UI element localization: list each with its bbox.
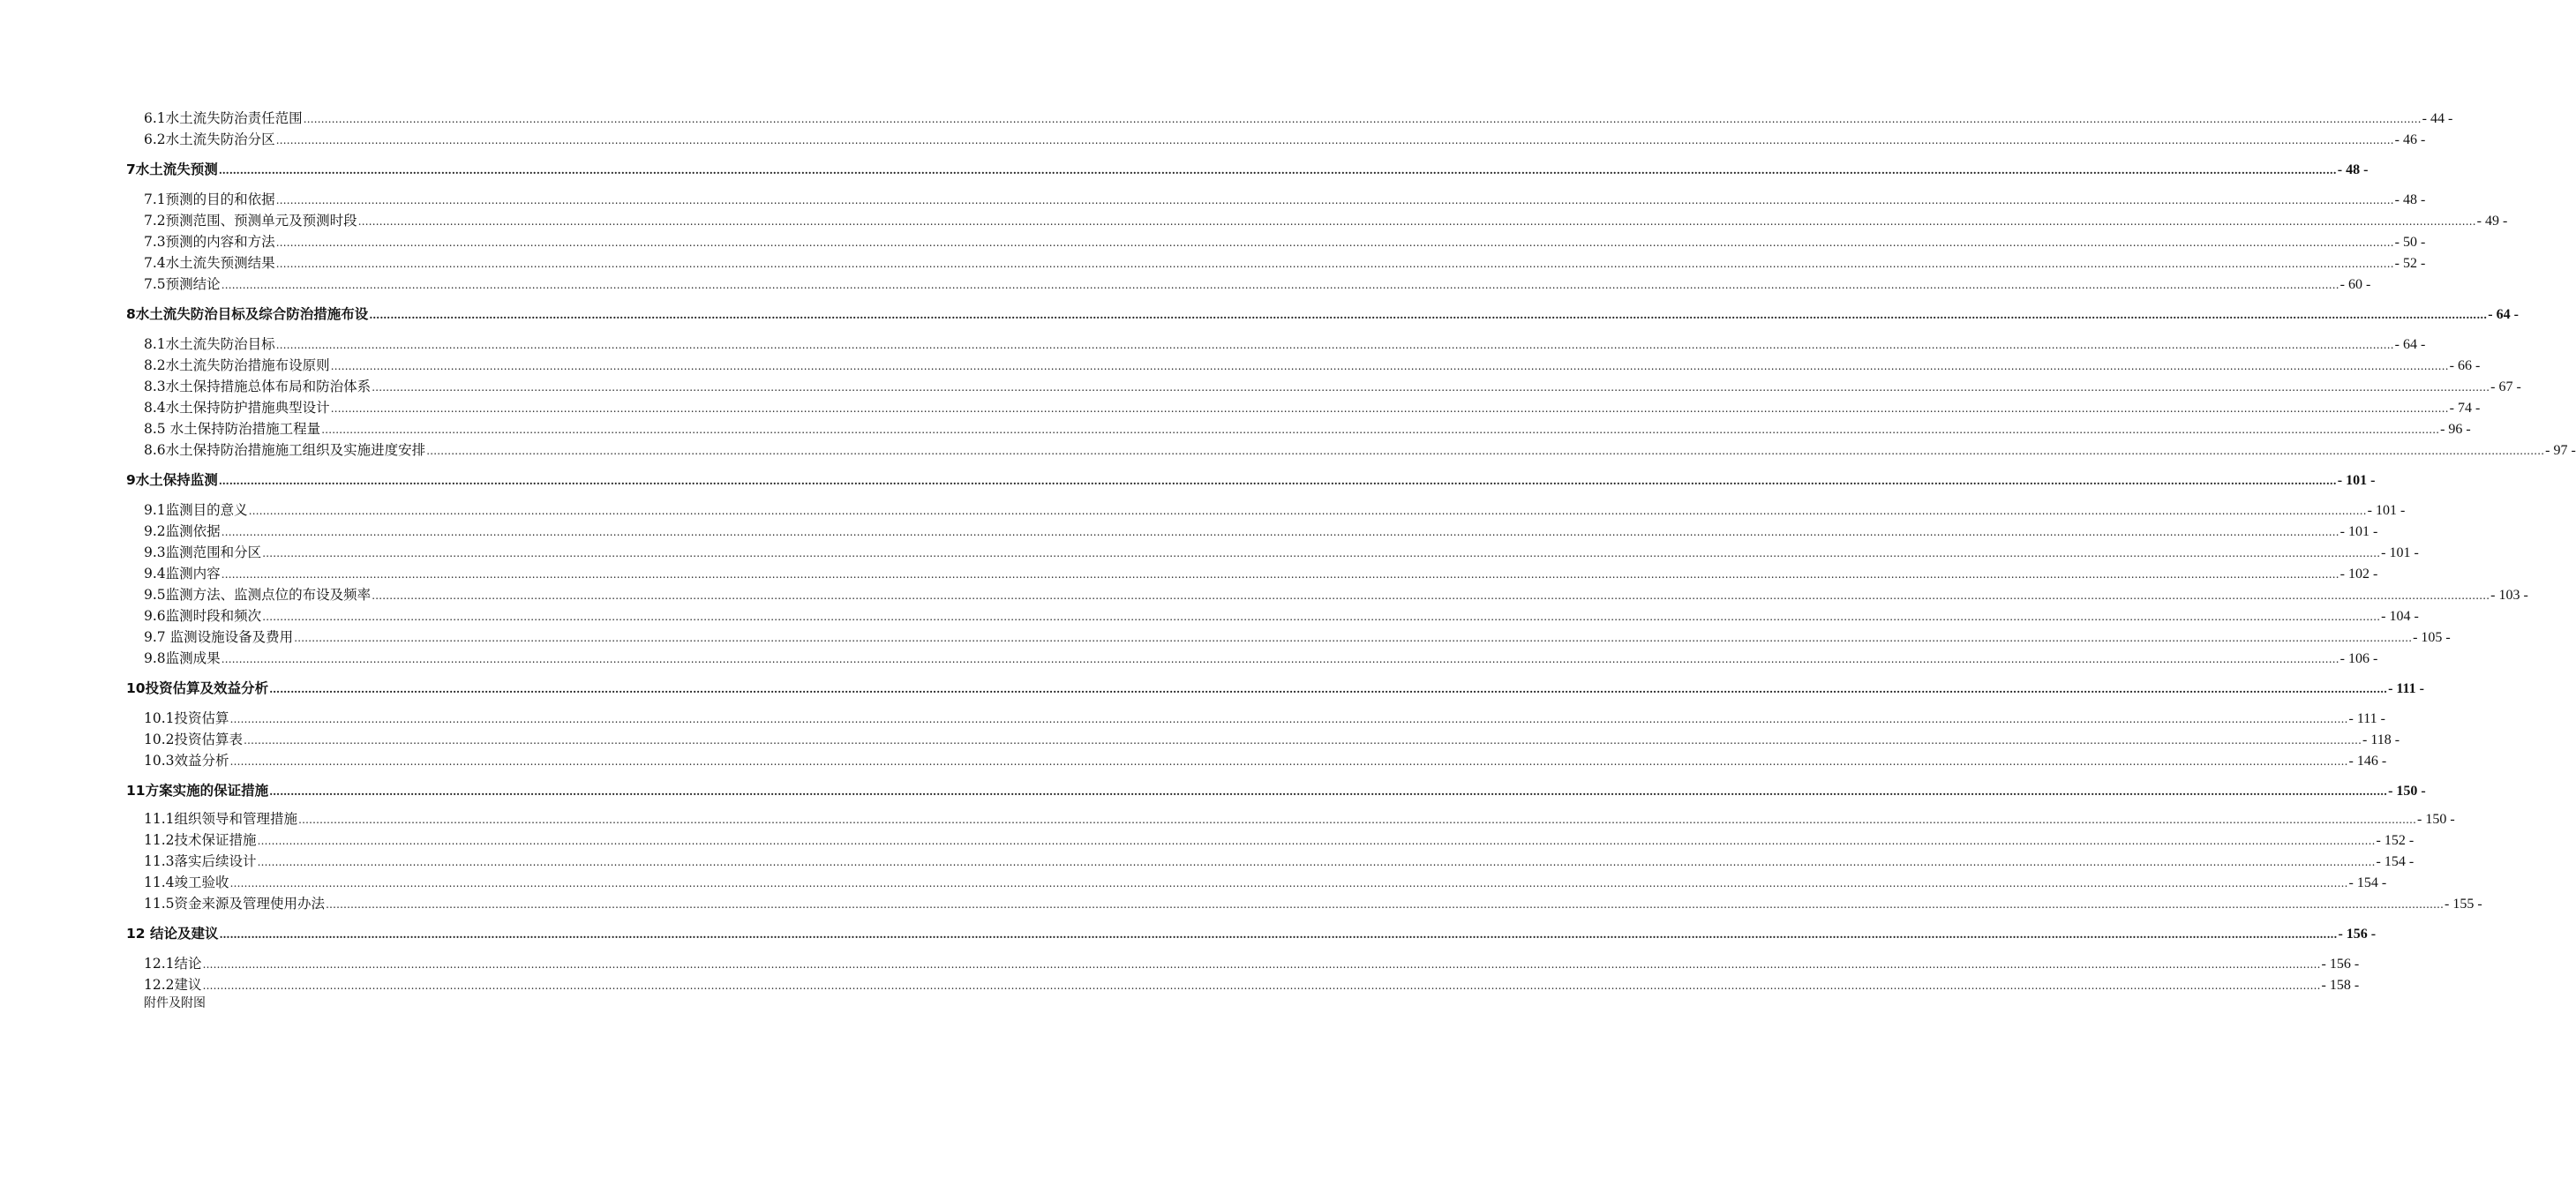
- toc-leader-dots: ……………………………………………………………………………………………………………………………………………………………………………………………………………………………………………………………………………………………………………………………………………………………………………………………………………………………………………………………………………………………………………………………………………………: [330, 402, 2449, 415]
- toc-leader-dots: ……………………………………………………………………………………………………………………………………………………………………………………………………………………………………………………………………………………………………………………………………………………………………………………………………………………………………………………………………………………………………………………………………………………: [221, 653, 2339, 665]
- toc-leader-dots: ……………………………………………………………………………………………………………………………………………………………………………………………………………………………………………………………………………………………………………………………………………………………………………………………………………………………………………………………………………………………………………………………………………………: [219, 928, 2338, 941]
- toc-entry-title: 12 结论及建议: [126, 926, 219, 942]
- toc-entry-title: 6.1水土流失防治责任范围: [144, 110, 303, 126]
- toc-entry-page-number: - 101 -: [2381, 545, 2419, 560]
- toc-section-entry[interactable]: [144, 893, 2482, 914]
- toc-section-entry[interactable]: [144, 872, 2387, 893]
- toc-leader-dots: ……………………………………………………………………………………………………………………………………………………………………………………………………………………………………………………………………………………………………………………………………………………………………………………………………………………………………………………………………………………………………………………………………………………: [303, 113, 2422, 125]
- toc-leader-dots: ……………………………………………………………………………………………………………………………………………………………………………………………………………………………………………………………………………………………………………………………………………………………………………………………………………………………………………………………………………………………………………………………………………………: [357, 215, 2476, 228]
- toc-entry-page-number: - 52 -: [2394, 256, 2426, 271]
- toc-leader-dots: ……………………………………………………………………………………………………………………………………………………………………………………………………………………………………………………………………………………………………………………………………………………………………………………………………………………………………………………………………………………………………………………………………………………: [275, 134, 2394, 146]
- toc-section-entry[interactable]: [144, 334, 2426, 355]
- toc-leader-dots: ……………………………………………………………………………………………………………………………………………………………………………………………………………………………………………………………………………………………………………………………………………………………………………………………………………………………………………………………………………………………………………………………………………………: [229, 755, 2348, 768]
- toc-entry-title: 9.6监测时段和频次: [144, 608, 262, 624]
- toc-section-entry[interactable]: [144, 974, 2360, 995]
- toc-leader-dots: ……………………………………………………………………………………………………………………………………………………………………………………………………………………………………………………………………………………………………………………………………………………………………………………………………………………………………………………………………………………………………………………………………………………: [221, 526, 2339, 538]
- toc-leader-dots: ……………………………………………………………………………………………………………………………………………………………………………………………………………………………………………………………………………………………………………………………………………………………………………………………………………………………………………………………………………………………………………………………………………………: [269, 683, 2388, 695]
- toc-entry-title: 9.3监测范围和分区: [144, 544, 262, 560]
- toc-leader-dots: ……………………………………………………………………………………………………………………………………………………………………………………………………………………………………………………………………………………………………………………………………………………………………………………………………………………………………………………………………………………………………………………………………………………: [257, 856, 2376, 868]
- toc-entry-page-number: - 150 -: [2388, 784, 2426, 799]
- toc-entry-page-number: - 111 -: [2348, 711, 2385, 726]
- toc-section-entry[interactable]: [144, 808, 2455, 829]
- toc-leader-dots: ……………………………………………………………………………………………………………………………………………………………………………………………………………………………………………………………………………………………………………………………………………………………………………………………………………………………………………………………………………………………………………………………………………………: [321, 424, 2440, 436]
- toc-entry-page-number: - 101 -: [2337, 473, 2376, 488]
- toc-section-entry[interactable]: [144, 439, 2576, 461]
- toc-section-entry[interactable]: [144, 851, 2415, 872]
- toc-chapter-entry[interactable]: [126, 304, 2519, 325]
- toc-section-entry[interactable]: [144, 252, 2426, 274]
- toc-entry-page-number: - 105 -: [2413, 630, 2451, 645]
- toc-chapter-entry[interactable]: [126, 159, 2369, 180]
- toc-leader-dots: ……………………………………………………………………………………………………………………………………………………………………………………………………………………………………………………………………………………………………………………………………………………………………………………………………………………………………………………………………………………………………………………………………………………: [275, 194, 2394, 206]
- toc-leader-dots: ……………………………………………………………………………………………………………………………………………………………………………………………………………………………………………………………………………………………………………………………………………………………………………………………………………………………………………………………………………………………………………………………………………………: [372, 381, 2490, 394]
- toc-section-entry[interactable]: [144, 418, 2471, 439]
- toc-entry-page-number: - 64 -: [2488, 307, 2519, 322]
- toc-leader-dots: ……………………………………………………………………………………………………………………………………………………………………………………………………………………………………………………………………………………………………………………………………………………………………………………………………………………………………………………………………………………………………………………………………………………: [257, 835, 2376, 847]
- toc-section-entry[interactable]: [144, 750, 2387, 771]
- toc-entry-title: 11.5资金来源及管理使用办法: [144, 896, 326, 912]
- toc-section-entry[interactable]: [144, 563, 2378, 584]
- toc-entry-page-number: - 106 -: [2339, 651, 2378, 666]
- toc-entry-title: 9水土保持监测: [126, 472, 218, 488]
- toc-entry-page-number: - 103 -: [2490, 588, 2528, 603]
- toc-entry-page-number: - 156 -: [2338, 927, 2377, 942]
- toc-section-entry[interactable]: [144, 729, 2400, 750]
- toc-entry-title: 9.2监测依据: [144, 523, 221, 539]
- toc-leader-dots: ……………………………………………………………………………………………………………………………………………………………………………………………………………………………………………………………………………………………………………………………………………………………………………………………………………………………………………………………………………………………………………………………………………………: [269, 785, 2388, 798]
- toc-entry-page-number: - 111 -: [2388, 681, 2424, 696]
- toc-leader-dots: ……………………………………………………………………………………………………………………………………………………………………………………………………………………………………………………………………………………………………………………………………………………………………………………………………………………………………………………………………………………………………………………………………………………: [275, 236, 2394, 249]
- toc-entry-title: 8.1水土流失防治目标: [144, 336, 275, 352]
- toc-entry-page-number: - 150 -: [2417, 812, 2455, 827]
- toc-entry-page-number: - 44 -: [2422, 111, 2453, 126]
- toc-entry-page-number: - 67 -: [2490, 379, 2521, 394]
- toc-leader-dots: ……………………………………………………………………………………………………………………………………………………………………………………………………………………………………………………………………………………………………………………………………………………………………………………………………………………………………………………………………………………………………………………………………………………: [275, 258, 2394, 270]
- toc-leader-dots: ……………………………………………………………………………………………………………………………………………………………………………………………………………………………………………………………………………………………………………………………………………………………………………………………………………………………………………………………………………………………………………………………………………………: [372, 589, 2490, 602]
- toc-entry-page-number: - 50 -: [2394, 235, 2426, 250]
- toc-entry-title: 8.3水土保持措施总体布局和防治体系: [144, 379, 372, 394]
- toc-entry-page-number: - 48 -: [2337, 162, 2369, 177]
- toc-chapter-entry[interactable]: [126, 923, 2377, 944]
- toc-entry-title: 8水土流失防治目标及综合防治措施布设: [126, 306, 369, 322]
- toc-leader-dots: ……………………………………………………………………………………………………………………………………………………………………………………………………………………………………………………………………………………………………………………………………………………………………………………………………………………………………………………………………………………………………………………………………………………: [202, 958, 2321, 971]
- toc-entry-title: 7.1预测的目的和依据: [144, 191, 275, 207]
- toc-leader-dots: ……………………………………………………………………………………………………………………………………………………………………………………………………………………………………………………………………………………………………………………………………………………………………………………………………………………………………………………………………………………………………………………………………………………: [221, 568, 2339, 581]
- toc-leader-dots: ……………………………………………………………………………………………………………………………………………………………………………………………………………………………………………………………………………………………………………………………………………………………………………………………………………………………………………………………………………………………………………………………………………………: [262, 611, 2381, 623]
- toc-leader-dots: ……………………………………………………………………………………………………………………………………………………………………………………………………………………………………………………………………………………………………………………………………………………………………………………………………………………………………………………………………………………………………………………………………………………: [330, 360, 2449, 372]
- toc-section-entry[interactable]: [144, 499, 2406, 521]
- toc-entry-page-number: - 60 -: [2339, 277, 2371, 292]
- toc-entry-title: 12.2建议: [144, 977, 202, 993]
- toc-entry-page-number: - 146 -: [2348, 754, 2387, 769]
- toc-section-entry[interactable]: [144, 708, 2385, 729]
- toc-leader-dots: ……………………………………………………………………………………………………………………………………………………………………………………………………………………………………………………………………………………………………………………………………………………………………………………………………………………………………………………………………………………………………………………………………………………: [229, 713, 2348, 725]
- toc-entry-page-number: - 64 -: [2394, 337, 2426, 352]
- toc-section-entry[interactable]: [144, 189, 2426, 210]
- toc-chapter-entry[interactable]: [126, 469, 2376, 491]
- toc-section-entry[interactable]: [144, 397, 2481, 418]
- toc-entry-page-number: - 49 -: [2476, 214, 2508, 229]
- toc-entry-title: 9.7 监测设施设备及费用: [144, 629, 294, 645]
- toc-entry-title: 7.3预测的内容和方法: [144, 234, 275, 250]
- toc-section-entry[interactable]: [144, 521, 2378, 542]
- toc-section-entry[interactable]: [144, 274, 2371, 295]
- toc-section-entry[interactable]: [144, 627, 2451, 648]
- toc-entry-page-number: - 155 -: [2445, 897, 2482, 912]
- toc-entry-page-number: - 101 -: [2367, 503, 2406, 518]
- toc-entry-page-number: - 154 -: [2376, 854, 2415, 869]
- toc-entry-page-number: - 102 -: [2339, 567, 2378, 582]
- toc-entry-page-number: - 118 -: [2362, 732, 2400, 747]
- toc-section-entry[interactable]: [144, 210, 2508, 231]
- toc-section-entry[interactable]: [144, 605, 2419, 627]
- toc-leader-dots: ……………………………………………………………………………………………………………………………………………………………………………………………………………………………………………………………………………………………………………………………………………………………………………………………………………………………………………………………………………………………………………………………………………………: [369, 309, 2488, 321]
- toc-entry-title: 9.5监测方法、监测点位的布设及频率: [144, 587, 372, 603]
- toc-entry-title: 10.3效益分析: [144, 753, 229, 769]
- toc-leader-dots: ……………………………………………………………………………………………………………………………………………………………………………………………………………………………………………………………………………………………………………………………………………………………………………………………………………………………………………………………………………………………………………………………………………………: [218, 164, 2337, 176]
- toc-entry-title: 12.1结论: [144, 956, 202, 972]
- toc-entry-title: 7.4水土流失预测结果: [144, 255, 275, 271]
- toc-leader-dots: ……………………………………………………………………………………………………………………………………………………………………………………………………………………………………………………………………………………………………………………………………………………………………………………………………………………………………………………………………………………………………………………………………………………: [275, 339, 2394, 351]
- toc-leader-dots: ……………………………………………………………………………………………………………………………………………………………………………………………………………………………………………………………………………………………………………………………………………………………………………………………………………………………………………………………………………………………………………………………………………………: [221, 279, 2339, 291]
- toc-entry-page-number: - 48 -: [2394, 192, 2426, 207]
- toc-entry-title: 10投资估算及效益分析: [126, 680, 269, 696]
- toc-entry-title: 10.2投资估算表: [144, 732, 244, 747]
- toc-section-entry[interactable]: [144, 376, 2521, 397]
- toc-entry-title: 11.4竣工验收: [144, 874, 229, 890]
- toc-entry-title: 8.6水土保持防治措施施工组织及实施进度安排: [144, 442, 426, 458]
- toc-section-entry[interactable]: [144, 129, 2426, 150]
- toc-entry-page-number: - 66 -: [2449, 358, 2481, 373]
- toc-entry-title: 8.5 水土保持防治措施工程量: [144, 421, 321, 437]
- toc-entry-page-number: - 101 -: [2339, 524, 2378, 539]
- toc-entry-page-number: - 152 -: [2376, 833, 2415, 848]
- toc-entry-page-number: - 74 -: [2449, 401, 2481, 416]
- toc-entry-page-number: - 156 -: [2321, 957, 2360, 972]
- toc-entry-title: 7水土流失预测: [126, 161, 218, 177]
- toc-entry-title: 6.2水土流失防治分区: [144, 131, 275, 147]
- toc-section-entry[interactable]: [144, 829, 2415, 851]
- toc-section-entry[interactable]: [144, 231, 2426, 252]
- toc-leader-dots: ……………………………………………………………………………………………………………………………………………………………………………………………………………………………………………………………………………………………………………………………………………………………………………………………………………………………………………………………………………………………………………………………………………………: [262, 547, 2381, 559]
- toc-leader-dots: ……………………………………………………………………………………………………………………………………………………………………………………………………………………………………………………………………………………………………………………………………………………………………………………………………………………………………………………………………………………………………………………………………………………: [229, 877, 2348, 890]
- toc-section-entry[interactable]: [144, 648, 2378, 669]
- toc-section-entry[interactable]: [144, 584, 2528, 605]
- toc-leader-dots: ……………………………………………………………………………………………………………………………………………………………………………………………………………………………………………………………………………………………………………………………………………………………………………………………………………………………………………………………………………………………………………………………………………………: [248, 505, 2367, 517]
- toc-entry-page-number: - 158 -: [2321, 978, 2360, 993]
- toc-leader-dots: ……………………………………………………………………………………………………………………………………………………………………………………………………………………………………………………………………………………………………………………………………………………………………………………………………………………………………………………………………………………………………………………………………………………: [426, 445, 2545, 457]
- toc-entry-page-number: - 104 -: [2381, 609, 2419, 624]
- toc-entry-title: 7.2预测范围、预测单元及预测时段: [144, 213, 357, 229]
- toc-entry-title: 8.4水土保持防护措施典型设计: [144, 400, 330, 416]
- toc-section-entry[interactable]: [144, 953, 2360, 974]
- toc-entry-page-number: - 46 -: [2394, 132, 2426, 147]
- toc-chapter-entry[interactable]: [126, 678, 2424, 699]
- toc-entry-title: 8.2水土流失防治措施布设原则: [144, 357, 330, 373]
- toc-entry-page-number: - 96 -: [2440, 422, 2471, 437]
- toc-section-entry[interactable]: [144, 108, 2453, 129]
- toc-entry-title: 11方案实施的保证措施: [126, 783, 269, 799]
- toc-entry-page-number: - 154 -: [2348, 875, 2387, 890]
- toc-chapter-entry[interactable]: [126, 780, 2426, 801]
- toc-entry-title: 9.1监测目的意义: [144, 502, 248, 518]
- toc-leader-dots: ……………………………………………………………………………………………………………………………………………………………………………………………………………………………………………………………………………………………………………………………………………………………………………………………………………………………………………………………………………………………………………………………………………………: [244, 734, 2362, 747]
- toc-leader-dots: ……………………………………………………………………………………………………………………………………………………………………………………………………………………………………………………………………………………………………………………………………………………………………………………………………………………………………………………………………………………………………………………………………………………: [298, 814, 2417, 826]
- toc-entry-title: 9.8监测成果: [144, 650, 221, 666]
- toc-entry-title: 10.1投资估算: [144, 710, 229, 726]
- toc-entry-title: 11.2技术保证措施: [144, 832, 257, 848]
- toc-entry-title: 11.3落实后续设计: [144, 853, 257, 869]
- toc-entry-title: 11.1组织领导和管理措施: [144, 811, 298, 827]
- toc-section-entry[interactable]: [144, 542, 2419, 563]
- toc-section-entry[interactable]: [144, 355, 2481, 376]
- toc-entry-page-number: - 97 -: [2545, 443, 2576, 458]
- appendix-label: 附件及附图: [144, 996, 206, 1010]
- toc-leader-dots: ……………………………………………………………………………………………………………………………………………………………………………………………………………………………………………………………………………………………………………………………………………………………………………………………………………………………………………………………………………………………………………………………………………………: [294, 632, 2413, 644]
- toc-leader-dots: ……………………………………………………………………………………………………………………………………………………………………………………………………………………………………………………………………………………………………………………………………………………………………………………………………………………………………………………………………………………………………………………………………………………: [326, 898, 2445, 911]
- toc-entry-title: 9.4监测内容: [144, 566, 221, 582]
- toc-leader-dots: ……………………………………………………………………………………………………………………………………………………………………………………………………………………………………………………………………………………………………………………………………………………………………………………………………………………………………………………………………………………………………………………………………………………: [202, 980, 2321, 992]
- toc-leader-dots: ……………………………………………………………………………………………………………………………………………………………………………………………………………………………………………………………………………………………………………………………………………………………………………………………………………………………………………………………………………………………………………………………………………………: [218, 475, 2337, 487]
- toc-entry-title: 7.5预测结论: [144, 276, 221, 292]
